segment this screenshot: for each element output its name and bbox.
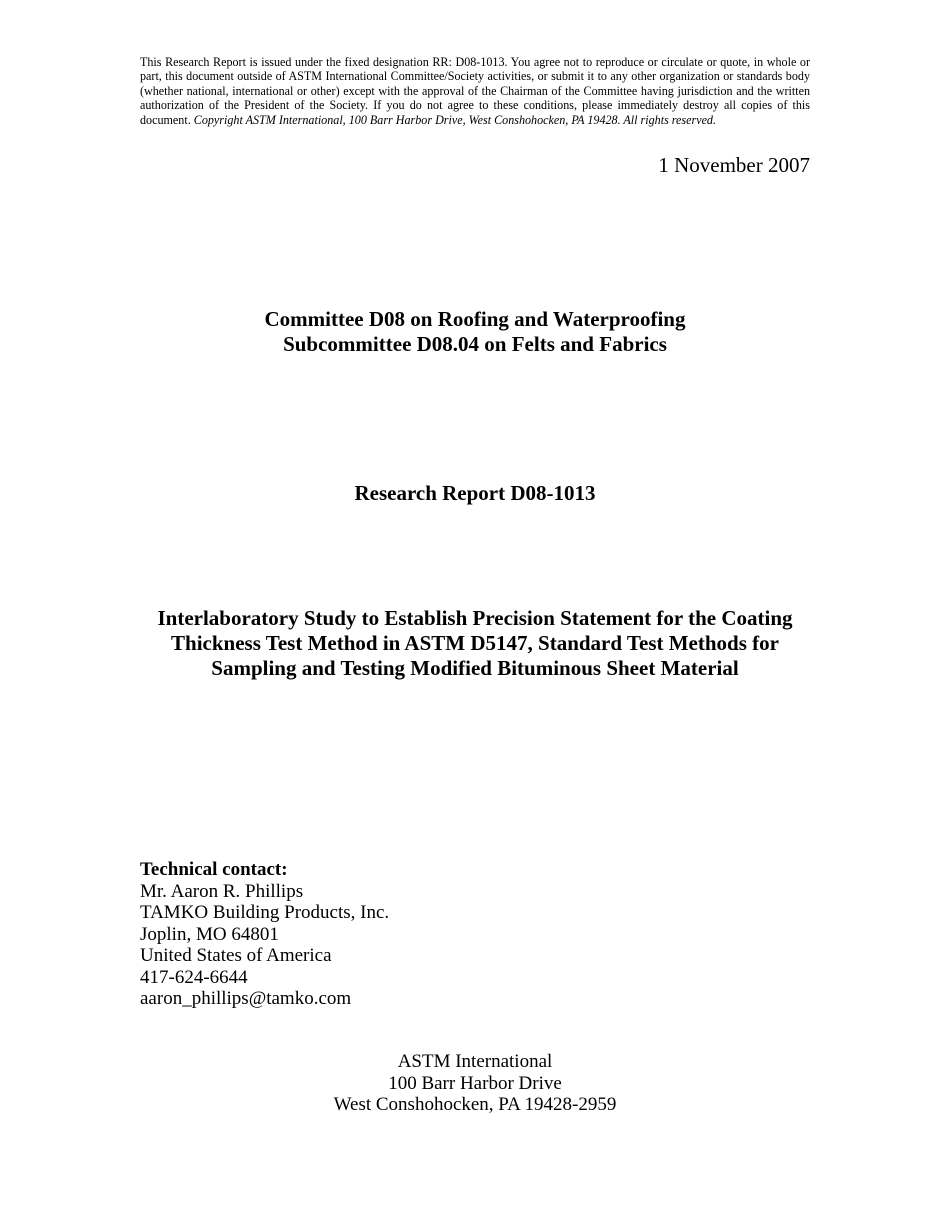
contact-phone: 417-624-6644 <box>140 966 248 988</box>
report-number: Research Report D08-1013 <box>354 481 596 505</box>
contact-company: TAMKO Building Products, Inc. <box>140 902 390 923</box>
technical-contact <box>140 859 389 1010</box>
study-title-line-2: Thickness Test Method in ASTM D5147, Standard Test Methods for <box>171 631 779 655</box>
report-date: 1 November 2007 <box>658 153 810 177</box>
subcommittee-name: Subcommittee D08.04 on Felts and Fabrics <box>283 332 667 356</box>
study-title-line-3: Sampling and Testing Modified Bituminous Sheet Material <box>211 656 739 680</box>
contact-heading: Technical contact: <box>140 859 288 880</box>
copyright-line: Copyright ASTM International, 100 Barr Harbor Drive, West Conshohocken, PA 19428. All rights reserved. <box>193 112 717 127</box>
copyright-notice <box>140 55 810 127</box>
study-title-line-1: Interlaboratory Study to Establish Precision Statement for the Coating <box>157 606 793 630</box>
address-line-2: 100 Barr Harbor Drive <box>388 1072 562 1094</box>
committee-heading <box>0 307 950 357</box>
contact-email: aaron_phillips@tamko.com <box>140 988 352 1009</box>
contact-country: United States of America <box>140 945 332 966</box>
committee-name: Committee D08 on Roofing and Waterproofing <box>264 307 686 331</box>
address-line-1: ASTM International <box>397 1051 553 1072</box>
contact-name: Mr. Aaron R. Phillips <box>140 880 304 902</box>
study-title <box>100 606 850 681</box>
notice-text: This Research Report is issued under the fixed designation RR: D08-1013. You agree not to reproduce or circulate or quote, in whole or part, this document outside of ASTM International Committee/Society activities, or submit it to any other organization or standards body (whether national, international or other) except with the approval of the Chairman of the Committee having jurisdiction and the written authorization of the President of the Society. If you do not agree to these conditions, please immediately destroy all copies of this document. <box>140 55 810 127</box>
contact-city: Joplin, MO 64801 <box>140 923 279 945</box>
astm-address <box>0 1051 950 1116</box>
address-line-3: West Conshohocken, PA 19428-2959 <box>333 1094 617 1115</box>
